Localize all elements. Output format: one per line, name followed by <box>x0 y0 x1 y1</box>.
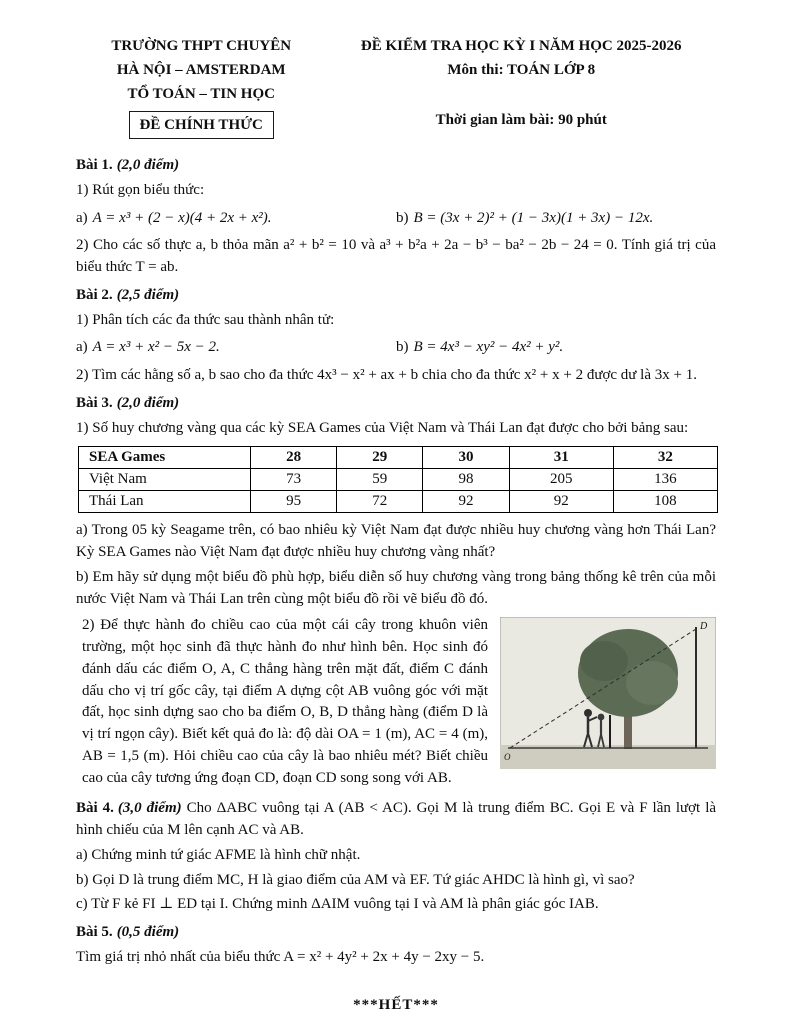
problem-1-number: Bài 1. <box>76 157 113 173</box>
item-formula: A = x³ + (2 − x)(4 + 2x + x²). <box>92 209 272 226</box>
exam-header <box>76 34 716 139</box>
department-line: TỔ TOÁN – TIN HỌC <box>127 86 275 102</box>
problem-4-intro: Cho ΔABC vuông tại A (AB < AC). Gọi M là trung điểm BC. Gọi E và F lần lượt là hình chiếu của M lên cạnh AC và AB. <box>76 800 717 838</box>
problem-3-heading <box>76 393 716 415</box>
problem-3-q2: 2) Để thực hành đo chiều cao của một cái cây trong khuôn viên trường, một học sinh đã thực hành đo như hình bên. Học sinh đó đánh dấu các điểm O, A, C thẳng hàng trên mặt đất, điểm C đánh dấu cho vị trí gốc cây, tại điểm A dựng cột AB vuông góc với mặt đất, học sinh dựng sao cho ba điểm O, B, D thẳng hàng (điểm D là vị trí ngọn cây). Biết kết quả đo là: độ dài OA = 1 (m), AC = 4 (m), AB = 1,5 (m). Hỏi chiều cao của cây là bao nhiêu mét? Biết chiều cao của cây tương ứng đoạn CD, đoạn CD song song với AB. <box>82 617 488 786</box>
table-row <box>79 491 718 513</box>
problem-2-q1: 1) Phân tích các đa thức sau thành nhân tử: <box>76 311 335 328</box>
school-block <box>76 34 326 139</box>
tree-measurement-figure <box>500 617 716 769</box>
problem-2-heading <box>76 285 716 307</box>
problem-1-q1: 1) Rút gọn biểu thức: <box>76 181 205 198</box>
problem-3-number: Bài 3. <box>76 394 113 411</box>
problem-1-heading <box>76 155 716 177</box>
exam-duration: Thời gian làm bài: 90 phút <box>435 112 607 128</box>
table-cell: Thái Lan <box>79 491 251 513</box>
official-exam-stamp: ĐỀ CHÍNH THỨC <box>129 111 274 139</box>
problem-2 <box>76 285 716 387</box>
problem-3-q1b: b) Em hãy sử dụng một biểu đồ phù hợp, biểu diễn số huy chương vàng trong bảng thống kê trên của mỗi nước Việt Nam và Thái Lan trên cùng một biểu đồ rồi vẽ biểu đồ đó. <box>76 568 716 607</box>
problem-4-heading <box>76 798 716 842</box>
table-cell: 95 <box>251 491 337 513</box>
exam-title-block <box>326 34 716 132</box>
problem-3-q1: 1) Số huy chương vàng qua các kỳ SEA Games của Việt Nam và Thái Lan đạt được cho bởi bảng sau: <box>76 419 689 436</box>
problem-1-q2: 2) Cho các số thực a, b thỏa mãn a² + b² = 10 và a³ + b²a + 2a − b³ − ba² − 2b − 24 = 0. Tính giá trị của biểu thức T = ab. <box>76 237 716 275</box>
student-head <box>598 714 605 721</box>
problem-2-q2: 2) Tìm các hằng số a, b sao cho đa thức 4x³ − x² + ax + b chia cho đa thức x² + x + 2 được dư là 3x + 1. <box>76 367 697 383</box>
table-header-cell: 32 <box>613 447 717 469</box>
problem-2-q1b <box>396 337 716 359</box>
end-marker: ***HẾT*** <box>353 996 439 1013</box>
problem-1 <box>76 155 716 279</box>
exam-subject: Môn thi: TOÁN LỚP 8 <box>447 62 596 78</box>
student-head <box>584 709 592 717</box>
item-formula: B = 4x³ − xy² − 4x² + y². <box>413 339 564 356</box>
problem-3-points: (2,0 điểm) <box>116 394 180 411</box>
table-cell: 92 <box>509 491 613 513</box>
problem-2-q1a <box>76 337 396 359</box>
figure-label-D: D <box>700 621 708 633</box>
table-header-cell: SEA Games <box>79 447 251 469</box>
tree-crown-shade <box>580 641 628 681</box>
item-formula: B = (3x + 2)² + (1 − 3x)(1 + 3x) − 12x. <box>413 209 654 226</box>
sea-games-medal-table <box>78 446 718 513</box>
table-cell: 98 <box>423 469 509 491</box>
exam-title: ĐỀ KIỂM TRA HỌC KỲ I NĂM HỌC 2025-2026 <box>360 38 682 54</box>
table-header-cell: 28 <box>251 447 337 469</box>
table-header-cell: 31 <box>509 447 613 469</box>
table-header-cell: 30 <box>423 447 509 469</box>
table-cell: Việt Nam <box>79 469 251 491</box>
figure-label-O: O <box>504 752 511 763</box>
problem-2-points: (2,5 điểm) <box>116 286 180 303</box>
problem-4-qc: c) Từ F kẻ FI ⊥ ED tại I. Chứng minh ΔAIM vuông tại I và AM là phân giác góc IAB. <box>76 896 599 913</box>
problem-5-heading <box>76 922 716 944</box>
problem-5-q: Tìm giá trị nhỏ nhất của biểu thức A = x² + 4y² + 2x + 4y − 2xy − 5. <box>76 948 485 965</box>
problem-3-q1a: a) Trong 05 kỳ Seagame trên, có bao nhiêu kỳ Việt Nam đạt được nhiều huy chương vàng hơn Thái Lan? Kỳ SEA Games nào Việt Nam đạt được nhiều huy chương vàng nhất? <box>76 522 716 560</box>
item-label: b) <box>396 209 409 226</box>
problem-4-points: (3,0 điểm) <box>117 800 182 817</box>
problem-4-qb: b) Gọi D là trung điểm MC, H là giao điểm của AM và EF. Tứ giác AHDC là hình gì, vì sao? <box>76 871 635 888</box>
problem-3-q2-block <box>76 615 716 792</box>
item-label: b) <box>396 339 409 356</box>
problem-1-q1b <box>396 208 716 230</box>
table-cell: 73 <box>251 469 337 491</box>
item-label: a) <box>76 339 88 356</box>
item-label: a) <box>76 209 88 226</box>
problem-1-q1-items <box>76 205 716 233</box>
table-header-cell: 29 <box>337 447 423 469</box>
problem-3 <box>76 393 716 793</box>
problem-4-number: Bài 4. <box>76 800 114 817</box>
problem-5 <box>76 922 716 969</box>
problem-1-q1a <box>76 208 396 230</box>
table-cell: 205 <box>509 469 613 491</box>
problem-5-points: (0,5 điểm) <box>116 924 180 940</box>
problem-1-points: (2,0 điểm) <box>116 157 180 173</box>
table-cell: 92 <box>423 491 509 513</box>
problem-4-qa: a) Chứng minh tứ giác AFME là hình chữ nhật. <box>76 846 361 863</box>
school-name-line2: HÀ NỘI – AMSTERDAM <box>116 62 286 78</box>
problem-2-q1-items <box>76 334 716 362</box>
table-row <box>79 469 718 491</box>
table-cell: 72 <box>337 491 423 513</box>
problem-2-number: Bài 2. <box>76 286 113 303</box>
school-name-line1: TRƯỜNG THPT CHUYÊN <box>111 38 292 54</box>
table-cell: 136 <box>613 469 717 491</box>
problem-5-number: Bài 5. <box>76 924 113 940</box>
table-cell: 59 <box>337 469 423 491</box>
table-cell: 108 <box>613 491 717 513</box>
table-header-row <box>79 447 718 469</box>
tree-measurement-photo <box>500 617 716 769</box>
item-formula: A = x³ + x² − 5x − 2. <box>92 339 220 356</box>
problem-4 <box>76 798 716 916</box>
tree-crown-light <box>626 661 678 705</box>
